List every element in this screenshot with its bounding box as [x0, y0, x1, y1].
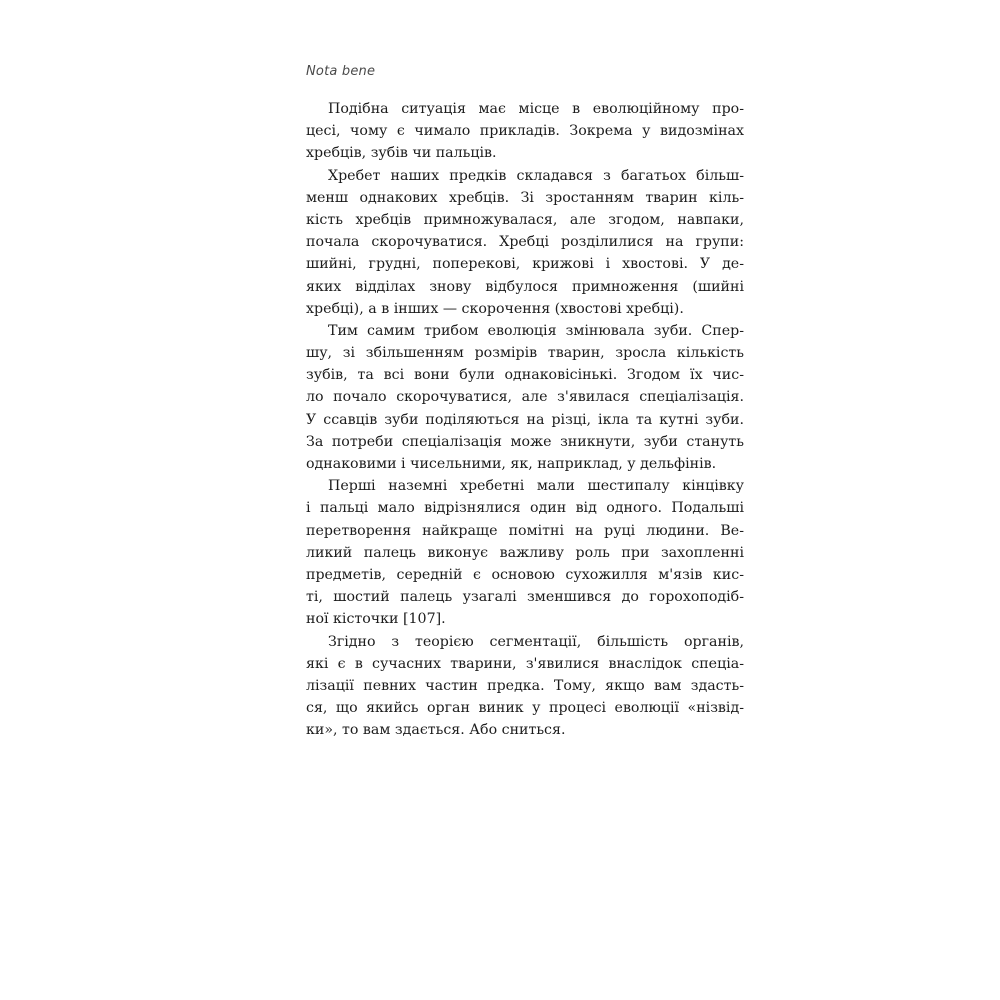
text-line: ло почало скорочуватися, але з'явилася спеціалізація.: [306, 389, 744, 406]
text-line: менш однакових хребців. Зі зростанням тварин кіль-: [306, 189, 744, 206]
body-text: [306, 98, 744, 741]
text-line: Згідно з теорією сегментації, більшість органів,: [328, 633, 744, 650]
paragraph: [306, 165, 744, 320]
text-line: перетворення найкраще помітні на руці людини. Ве-: [306, 522, 744, 539]
text-line: ликий палець виконує важливу роль при захопленні: [306, 544, 744, 561]
text-line: лізації певних частин предка. Тому, якщо вам здасть-: [306, 677, 744, 694]
text-line: Тим самим трибом еволюція змінювала зуби. Спер-: [328, 322, 744, 339]
text-line: хребців, зубів чи пальців.: [306, 145, 497, 162]
text-line: Хребет наших предків складався з багатьох більш-: [328, 167, 744, 184]
text-line: шийні, грудні, поперекові, крижові і хвостові. У де-: [306, 256, 744, 273]
paragraph: [306, 98, 744, 165]
text-line: У ссавців зуби поділяються на різці, ікла та кутні зуби.: [306, 411, 744, 428]
text-line: Подібна ситуація має місце в еволюційному про-: [328, 101, 744, 117]
text-line: зубів, та всі вони були однаковісінькі. Згодом їх чис-: [306, 367, 744, 384]
text-line: хребці), а в інших — скорочення (хвостові хребці).: [306, 300, 684, 317]
text-line: почала скорочуватися. Хребці розділилися на групи:: [306, 234, 744, 251]
text-line: цесі, чому є чимало прикладів. Зокрема у видозмінах: [306, 123, 744, 140]
text-line: яких відділах знову відбулося примноження (шийні: [306, 278, 744, 295]
paragraph: [306, 631, 744, 742]
text-line: За потреби спеціалізація може зникнути, зуби стануть: [306, 433, 744, 450]
text-line: які є в сучасних тварини, з'явилися внаслідок спеціа-: [306, 655, 744, 672]
running-head: Nota bene: [306, 64, 376, 79]
text-line: ки», то вам здається. Або сниться.: [306, 722, 566, 739]
text-line: ної кісточки [107].: [306, 611, 446, 628]
text-line: кість хребців примножувалася, але згодом, навпаки,: [306, 211, 744, 228]
paragraph: [306, 475, 744, 630]
paragraph: [306, 320, 744, 475]
text-line: предметів, середній є основою сухожилля м'язів кис-: [306, 566, 744, 583]
text-line: і пальці мало відрізнялися один від одного. Подальші: [306, 500, 744, 517]
text-line: Перші наземні хребетні мали шестипалу кінцівку: [328, 478, 744, 495]
text-line: ті, шостий палець узагалі зменшився до горохоподіб-: [306, 589, 744, 606]
text-line: ся, що якийсь орган виник у процесі еволюції «нізвід-: [306, 700, 744, 717]
text-line: шу, зі збільшенням розмірів тварин, зросла кількість: [306, 345, 744, 362]
text-line: однаковими і чисельними, як, наприклад, у дельфінів.: [306, 456, 717, 472]
